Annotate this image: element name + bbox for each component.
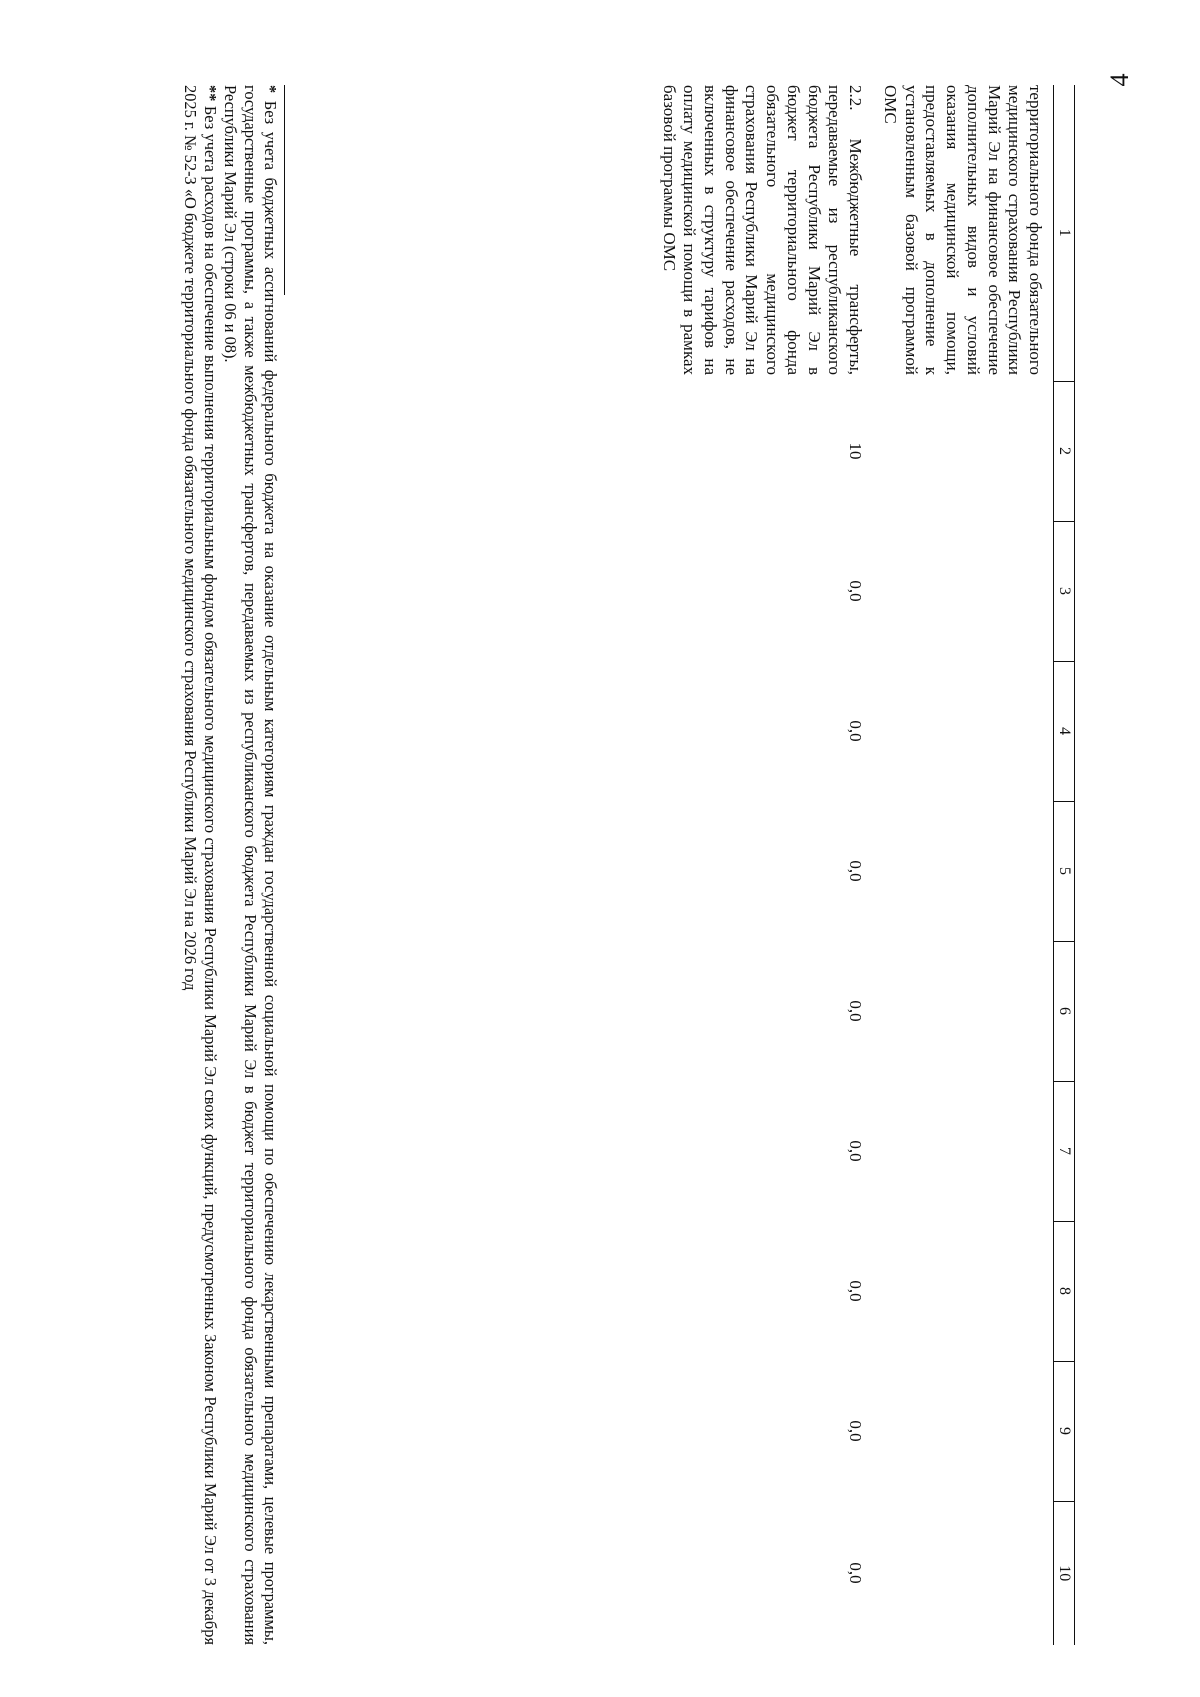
- table-row: [873, 85, 1053, 1645]
- table-wrapper: [652, 85, 1075, 1645]
- row-name-cell: территориального фонда обязательного медицинского страхования Республики Марий Эл на финансовое обеспечение дополнительных видов и условий оказания медицинской помощи, предоставляемых в дополнение к установленным базовой программой ОМС: [880, 85, 1045, 375]
- value-cell: [873, 1501, 1053, 1645]
- value-cell: [873, 1081, 1053, 1221]
- column-header: 7: [1054, 1081, 1075, 1221]
- row-code-cell: 10: [846, 442, 866, 460]
- value-cell: 0,0: [846, 1000, 866, 1022]
- value-cell: [873, 521, 1053, 661]
- value-cell: [873, 1221, 1053, 1361]
- table-row: [652, 85, 873, 1645]
- footnotes: [180, 85, 285, 1645]
- footnote: [180, 85, 220, 1645]
- row-name-cell: 2.2. Межбюджетные трансферты, передаваемые из республиканского бюджета Республики Марий Эл в бюджет территориального фонда обязательного медицинского страхования Республики Марий Эл на финансовое обеспечение расходов, не включенных в структуру тарифов на оплату медицинской помощи в рамках базовой программы ОМС: [659, 85, 866, 375]
- column-header: 6: [1054, 941, 1075, 1081]
- value-cell: [873, 801, 1053, 941]
- row-code-cell: [873, 381, 1053, 521]
- table-header-row: [1054, 85, 1075, 1645]
- column-header: 3: [1054, 521, 1075, 661]
- footnote-mark: *: [261, 85, 280, 94]
- value-cell: [873, 1361, 1053, 1501]
- value-cell: 0,0: [846, 580, 866, 602]
- rotated-page-content: [180, 85, 1075, 1645]
- value-cell: [873, 661, 1053, 801]
- value-cell: 0,0: [846, 1280, 866, 1302]
- column-header: 8: [1054, 1221, 1075, 1361]
- value-cell: 0,0: [846, 1420, 866, 1442]
- value-cell: 0,0: [846, 860, 866, 882]
- footnote: [220, 85, 280, 1645]
- footnote-text: Без учета бюджетных ассигнований федерального бюджета на оказание отдельным категориям граждан государственной социальной помощи по обеспечению лекарственными препаратами, целевые программы, государственные программы, а также межбюджетных трансфертов, передаваемых из республиканского бюджета Республики Марий Эл в бюджет территориального фонда обязательного медицинского страхования Республики Марий Эл (строки 06 и 08).: [220, 85, 280, 1645]
- column-header: 10: [1054, 1501, 1075, 1645]
- column-header: 5: [1054, 801, 1075, 941]
- value-cell: [873, 941, 1053, 1081]
- footnote-divider: [284, 85, 285, 295]
- column-header: 2: [1054, 381, 1075, 521]
- column-header: 4: [1054, 661, 1075, 801]
- footnote-text: Без учета расходов на обеспечение выполнения территориальным фондом обязательного медицинского страхования Республики Марий Эл своих функций, предусмотренных Законом Республики Марий Эл от 3 декабря 2025 г. № 52-З «О бюджете территориального фонда обязательного медицинского страхования Республики Марий Эл на 2026 год: [180, 85, 220, 1645]
- footnote-mark: **: [200, 85, 220, 102]
- column-header: 1: [1054, 85, 1075, 381]
- value-cell: 0,0: [846, 1562, 866, 1584]
- value-cell: 0,0: [846, 720, 866, 742]
- column-header: 9: [1054, 1361, 1075, 1501]
- data-table: [652, 85, 1075, 1645]
- page-number: 4: [1105, 73, 1134, 87]
- value-cell: 0,0: [846, 1140, 866, 1162]
